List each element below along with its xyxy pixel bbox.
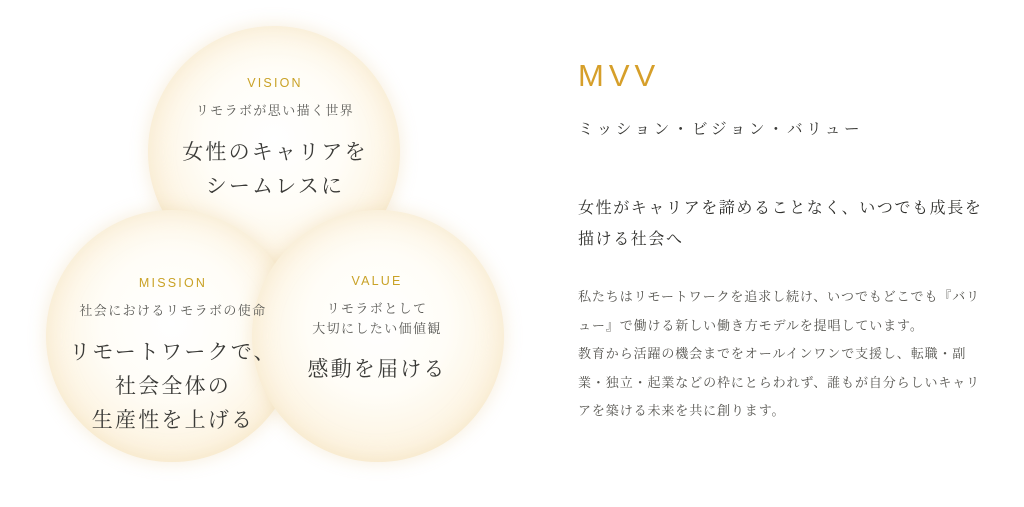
value-statement [252, 352, 502, 386]
lead-statement: 女性がキャリアを諦めることなく、いつでも成長を描ける社会へ [578, 199, 983, 248]
mission-statement-line: 生産性を上げる [91, 407, 255, 432]
body-copy [578, 283, 990, 426]
venn-content-value [252, 274, 502, 386]
page-subtitle: ミッション・ビジョン・バリュー [578, 121, 864, 138]
value-subtitle-line: リモラボとして [326, 301, 428, 316]
mission-statement-line: 社会全体の [115, 373, 231, 398]
vision-statement-line: 女性のキャリアを [182, 139, 368, 164]
value-subtitle [252, 299, 502, 338]
mission-statement-line: リモートワークで、 [69, 339, 277, 364]
value-statement-line: 感動を届ける [307, 357, 447, 381]
vision-statement-line: シームレスに [205, 173, 345, 198]
vision-subtitle: リモラボが思い描く世界 [195, 103, 355, 118]
mission-kicker: MISSION [138, 276, 208, 290]
venn-diagram [40, 18, 510, 468]
value-kicker: VALUE [351, 274, 403, 288]
venn-content-vision [150, 76, 400, 203]
value-subtitle-line: 大切にしたい価値観 [312, 320, 442, 336]
mission-subtitle: 社会におけるリモラボの使命 [79, 303, 267, 318]
vision-kicker: VISION [247, 76, 303, 90]
page-title: MVV [578, 58, 661, 93]
body-paragraph: 教育から活躍の機会までをオールインワンで支援し、転職・副業・独立・起業などの枠にとらわれず、誰もが自分らしいキャリアを築ける未来を共に創ります。 [578, 346, 981, 419]
mvv-text-block [578, 60, 990, 426]
vision-statement [150, 135, 400, 203]
body-paragraph: 私たちはリモートワークを追求し続け、いつでもどこでも『バリュー』で働ける新しい働き方モデルを提唱しています。 [578, 289, 981, 333]
